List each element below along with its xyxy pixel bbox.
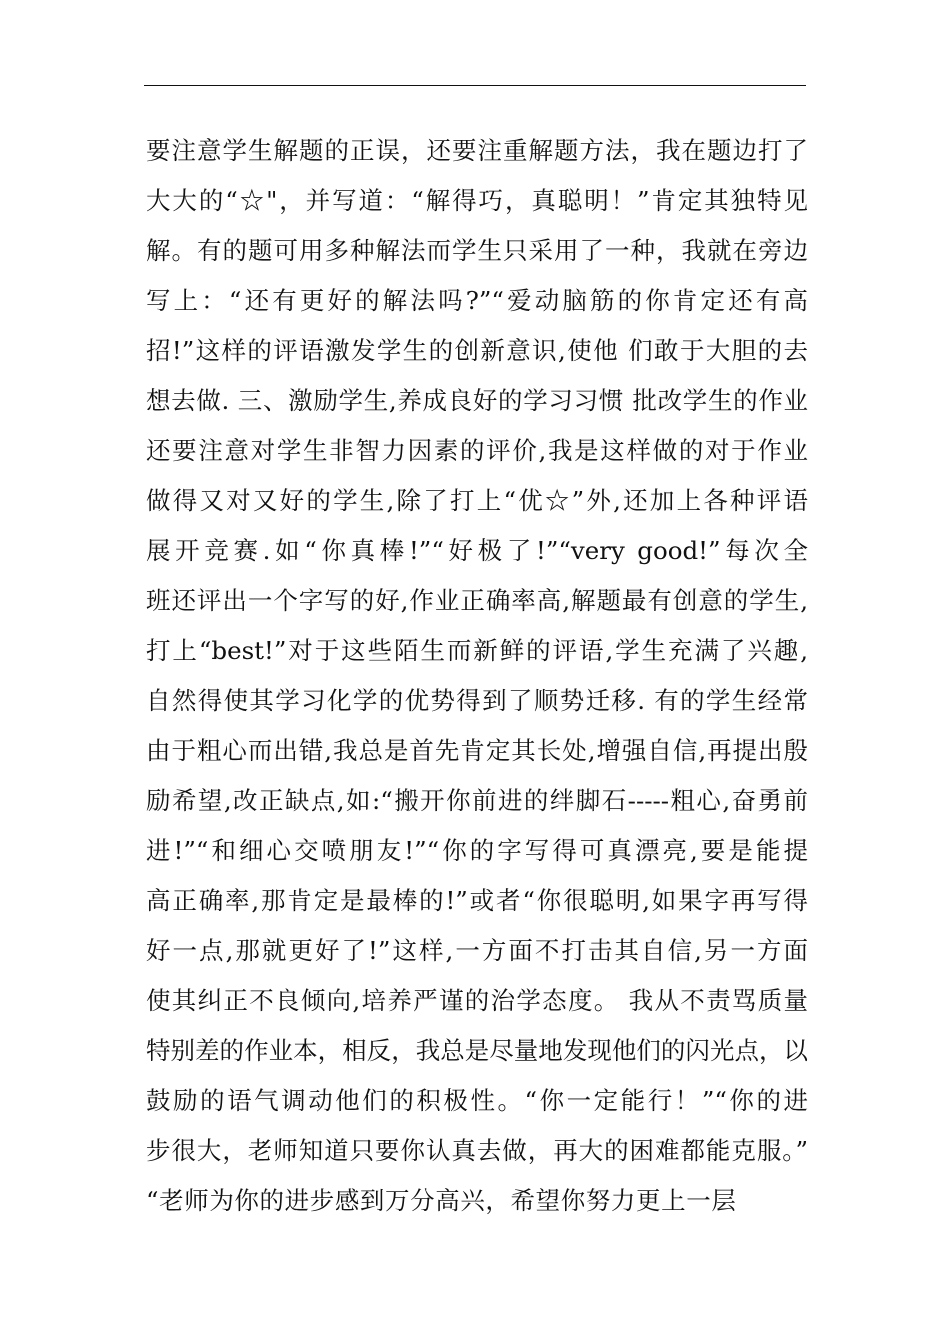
body-paragraph: [146, 126, 808, 1226]
text-line-9: 展开竞赛.如“你真棒!”“好极了!”“very good!”每次全: [146, 536, 808, 565]
text-line-19: 特别差的作业本，相反，我总是尽量地发现他们的闪光点，以: [146, 1036, 808, 1065]
text-line-13: 由于粗心而出错,我总是首先肯定其长处,增强自信,再提出殷: [146, 736, 808, 765]
text-line-12: 自然得使其学习化学的优势得到了顺势迁移. 有的学生经常: [146, 686, 808, 715]
text-line-21: 步很大，老师知道只要你认真去做，再大的困难都能克服。”: [146, 1136, 808, 1165]
text-line-5: 招!”这样的评语激发学生的创新意识,使他 们敢于大胆的去: [146, 336, 808, 365]
header-rule: [144, 85, 806, 86]
text-line-16: 高正确率,那肯定是最棒的!”或者“你很聪明,如果字再写得: [146, 886, 808, 915]
text-line-17: 好一点,那就更好了!”这样,一方面不打击其自信,另一方面: [146, 936, 808, 965]
text-line-11: 打上“best!”对于这些陌生而新鲜的评语,学生充满了兴趣,: [146, 636, 808, 665]
text-line-22: “老师为你的进步感到万分高兴，希望你努力更上一层: [146, 1186, 737, 1215]
text-line-3: 解。有的题可用多种解法而学生只采用了一种，我就在旁边: [146, 236, 808, 265]
text-line-20: 鼓励的语气调动他们的积极性。“你一定能行！”“你的进: [146, 1086, 808, 1115]
text-line-2: 大大的“☆"，并写道：“解得巧，真聪明！”肯定其独特见: [146, 186, 808, 215]
text-line-10: 班还评出一个字写的好,作业正确率高,解题最有创意的学生,: [146, 586, 808, 615]
text-line-7: 还要注意对学生非智力因素的评价,我是这样做的对于作业: [146, 436, 808, 465]
text-line-4: 写上：“还有更好的解法吗?”“爱动脑筋的你肯定还有高: [146, 286, 808, 315]
text-line-1: 要注意学生解题的正误，还要注重解题方法，我在题边打了: [146, 136, 808, 165]
text-line-6: 想去做. 三、激励学生,养成良好的学习习惯 批改学生的作业: [146, 386, 808, 415]
text-line-14: 励希望,改正缺点,如:“搬开你前进的绊脚石-----粗心,奋勇前: [146, 786, 808, 815]
text-line-8: 做得又对又好的学生,除了打上“优☆”外,还加上各种评语: [146, 486, 808, 515]
text-line-18: 使其纠正不良倾向,培养严谨的治学态度。 我从不责骂质量: [146, 986, 808, 1015]
text-line-15: 进!”“和细心交喷朋友!”“你的字写得可真漂亮,要是能提: [146, 836, 808, 865]
